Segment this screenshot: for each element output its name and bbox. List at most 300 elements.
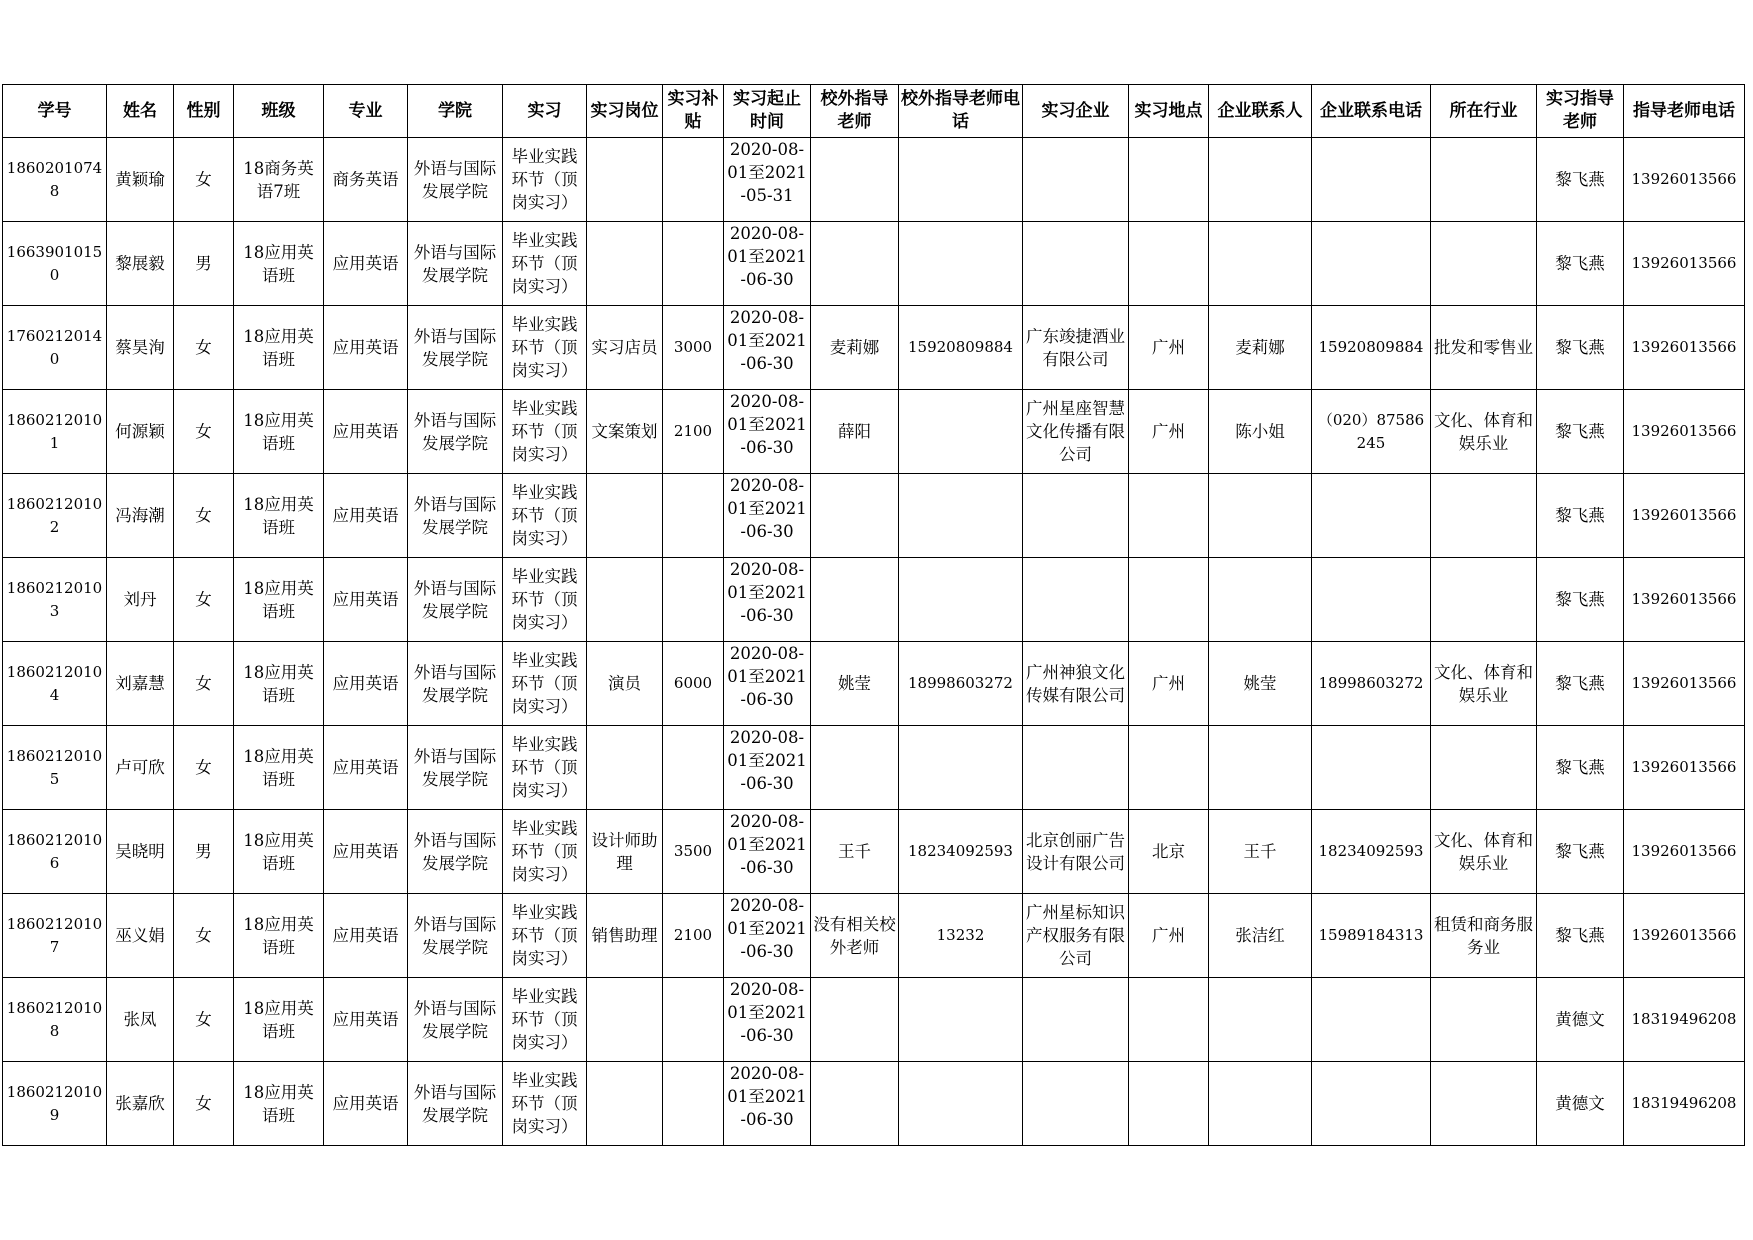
cell-location [1129,1062,1209,1146]
cell-text: 黎飞燕 [1555,506,1605,525]
cell-text: 演员 [608,674,641,693]
cell-text: 女 [195,422,212,441]
cell-position [587,894,663,978]
cell-company [1023,138,1129,222]
cell-text: 文化、体育和娱乐业 [1434,830,1533,873]
cell-text: 外语与国际发展学院 [413,830,497,873]
cell-text: 应用英语 [332,842,399,861]
cell-major [324,390,408,474]
cell-contact [1209,978,1312,1062]
cell-text: 蔡昊洵 [115,338,165,357]
cell-internship [503,306,587,390]
cell-text: 13926013566 [1631,338,1737,356]
cell-position [587,1062,663,1146]
cell-text: 黎展毅 [115,254,165,273]
cell-text: 毕业实践环节（顶岗实习） [511,315,578,380]
cell-text: 外语与国际发展学院 [413,662,497,705]
cell-ext-tutor-phone [899,558,1023,642]
cell-contact-phone [1312,978,1431,1062]
cell-company [1023,222,1129,306]
cell-ext-tutor-phone [899,894,1023,978]
cell-position [587,474,663,558]
cell-text: 15920809884 [1318,338,1424,356]
cell-text: 姚莹 [1243,674,1277,693]
cell-ext-tutor [811,726,899,810]
cell-text: 2100 [673,926,713,944]
cell-tutor [1537,894,1624,978]
cell-company [1023,810,1129,894]
cell-internship [503,1062,587,1146]
cell-gender [174,894,234,978]
cell-text: 卢可欣 [115,758,165,777]
cell-id [3,642,107,726]
cell-text: 何源颖 [115,422,165,441]
cell-subsidy [663,558,724,642]
cell-text: 18应用英语班 [243,410,314,453]
cell-text: 应用英语 [332,506,399,525]
cell-gender [174,390,234,474]
cell-text: 租赁和商务服务业 [1434,914,1533,957]
cell-industry [1431,810,1537,894]
cell-ext-tutor [811,474,899,558]
cell-text: 女 [195,590,212,609]
cell-period [724,810,811,894]
cell-text: 18998603272 [908,674,1013,692]
cell-name [107,222,174,306]
cell-major [324,306,408,390]
cell-college [408,726,503,810]
cell-text: 黄德文 [1555,1010,1605,1029]
column-header-period: 实习起止时间 [724,85,811,138]
cell-text: 巫义娟 [115,926,165,945]
cell-text: 18应用英语班 [243,998,314,1041]
cell-position [587,390,663,474]
cell-text: 18应用英语班 [243,326,314,369]
cell-name [107,390,174,474]
cell-contact-phone [1312,642,1431,726]
cell-text: 2020-08-01至2021-06-30 [727,728,807,793]
cell-major [324,558,408,642]
cell-name [107,1062,174,1146]
cell-industry [1431,558,1537,642]
cell-text: 黎飞燕 [1555,842,1605,861]
cell-college [408,474,503,558]
cell-period [724,726,811,810]
cell-industry [1431,642,1537,726]
cell-text: 张凤 [123,1010,157,1029]
cell-internship [503,978,587,1062]
column-header-college: 学院 [408,85,503,138]
table-row [3,726,1745,810]
cell-period [724,642,811,726]
cell-position [587,978,663,1062]
cell-text: 商务英语 [332,170,399,189]
cell-text: 文化、体育和娱乐业 [1434,410,1533,453]
cell-industry [1431,474,1537,558]
cell-text: 18602120109 [6,1082,103,1124]
cell-text: 18998603272 [1318,674,1424,692]
cell-industry [1431,894,1537,978]
cell-text: 文化、体育和娱乐业 [1434,662,1533,705]
table-row [3,978,1745,1062]
cell-text: 18234092593 [908,842,1013,860]
cell-text: 黎飞燕 [1555,254,1605,273]
cell-text: 批发和零售业 [1434,338,1533,357]
cell-text: 广州神狼文化传媒有限公司 [1026,662,1125,705]
cell-text: 2100 [673,422,713,440]
cell-text: 外语与国际发展学院 [413,242,497,285]
cell-text: 18602120106 [6,830,103,872]
cell-text: 15920809884 [908,338,1013,356]
table-row [3,390,1745,474]
cell-major [324,474,408,558]
cell-text: 毕业实践环节（顶岗实习） [511,651,578,716]
cell-text: 应用英语 [332,1094,399,1113]
cell-internship [503,474,587,558]
cell-id [3,138,107,222]
cell-text: 黎飞燕 [1555,338,1605,357]
cell-text: 应用英语 [332,338,399,357]
cell-ext-tutor [811,138,899,222]
cell-college [408,978,503,1062]
cell-id [3,306,107,390]
cell-contact-phone [1312,558,1431,642]
cell-tutor-phone [1624,474,1745,558]
table-header-row [3,85,1745,138]
cell-text: 13926013566 [1631,758,1737,776]
cell-industry [1431,390,1537,474]
cell-tutor [1537,810,1624,894]
cell-text: 设计师助理 [591,830,658,873]
cell-contact-phone [1312,138,1431,222]
column-header-industry: 所在行业 [1431,85,1537,138]
cell-id [3,726,107,810]
cell-text: 黎飞燕 [1555,674,1605,693]
cell-contact-phone [1312,810,1431,894]
cell-company [1023,642,1129,726]
cell-tutor-phone [1624,1062,1745,1146]
cell-text: 13926013566 [1631,842,1737,860]
cell-location [1129,726,1209,810]
cell-subsidy [663,390,724,474]
cell-text: 13926013566 [1631,506,1737,524]
cell-text: 2020-08-01至2021-06-30 [727,560,807,625]
cell-period [724,306,811,390]
cell-text: 黎飞燕 [1555,170,1605,189]
cell-text: 毕业实践环节（顶岗实习） [511,1071,578,1136]
cell-gender [174,1062,234,1146]
cell-internship [503,642,587,726]
cell-text: 刘嘉慧 [115,674,165,693]
cell-contact [1209,894,1312,978]
cell-text: 刘丹 [123,590,157,609]
cell-ext-tutor-phone [899,1062,1023,1146]
cell-contact-phone [1312,306,1431,390]
cell-tutor-phone [1624,642,1745,726]
cell-company [1023,894,1129,978]
cell-text: 应用英语 [332,254,399,273]
cell-text: 18602120102 [6,494,103,536]
cell-name [107,726,174,810]
cell-tutor [1537,726,1624,810]
cell-text: 18602120107 [6,914,103,956]
column-header-major: 专业 [324,85,408,138]
cell-text: 黄德文 [1555,1094,1605,1113]
cell-tutor [1537,978,1624,1062]
cell-text: 毕业实践环节（顶岗实习） [511,483,578,548]
cell-text: 王千 [1243,842,1277,861]
cell-gender [174,138,234,222]
cell-company [1023,558,1129,642]
cell-text: 13926013566 [1631,674,1737,692]
cell-major [324,810,408,894]
cell-contact [1209,810,1312,894]
cell-text: 18319496208 [1631,1010,1737,1028]
cell-text: 13232 [936,926,985,944]
cell-ext-tutor [811,810,899,894]
cell-internship [503,810,587,894]
cell-text: 应用英语 [332,590,399,609]
column-header-id: 学号 [3,85,107,138]
cell-id [3,222,107,306]
table-body [3,138,1745,1146]
cell-text: 毕业实践环节（顶岗实习） [511,147,578,212]
cell-tutor-phone [1624,726,1745,810]
cell-text: 15989184313 [1318,926,1424,944]
cell-ext-tutor-phone [899,306,1023,390]
table-row [3,306,1745,390]
cell-ext-tutor-phone [899,642,1023,726]
cell-text: 王千 [838,842,871,861]
cell-text: 男 [195,254,212,273]
table-row [3,558,1745,642]
cell-text: 13926013566 [1631,422,1737,440]
cell-text: 黎飞燕 [1555,758,1605,777]
cell-period [724,978,811,1062]
cell-location [1129,474,1209,558]
cell-contact-phone [1312,474,1431,558]
cell-text: 18602120105 [6,746,103,788]
cell-text: 18应用英语班 [243,242,314,285]
cell-gender [174,558,234,642]
cell-contact [1209,474,1312,558]
cell-text: 18602120101 [6,410,103,452]
column-header-tutor: 实习指导老师 [1537,85,1624,138]
cell-gender [174,222,234,306]
cell-position [587,810,663,894]
cell-major [324,642,408,726]
cell-contact [1209,1062,1312,1146]
cell-text: 毕业实践环节（顶岗实习） [511,903,578,968]
cell-text: 广州 [1152,674,1185,693]
cell-text: 18234092593 [1318,842,1424,860]
cell-id [3,474,107,558]
cell-text: 外语与国际发展学院 [413,410,497,453]
cell-position [587,222,663,306]
cell-college [408,222,503,306]
cell-tutor-phone [1624,222,1745,306]
column-header-contact-phone: 企业联系电话 [1312,85,1431,138]
cell-college [408,642,503,726]
cell-internship [503,894,587,978]
cell-text: 女 [195,1010,212,1029]
cell-tutor [1537,390,1624,474]
cell-text: 18商务英语7班 [243,158,314,201]
cell-tutor-phone [1624,810,1745,894]
cell-internship [503,558,587,642]
table-row [3,894,1745,978]
cell-text: 男 [195,842,212,861]
cell-location [1129,810,1209,894]
cell-text: 应用英语 [332,422,399,441]
cell-major [324,894,408,978]
cell-internship [503,390,587,474]
cell-college [408,138,503,222]
cell-ext-tutor-phone [899,726,1023,810]
cell-text: 2020-08-01至2021-06-30 [727,308,807,373]
cell-location [1129,894,1209,978]
table-row [3,474,1745,558]
cell-text: 麦莉娜 [829,338,880,357]
cell-period [724,1062,811,1146]
cell-text: 3500 [673,842,713,860]
cell-company [1023,474,1129,558]
cell-name [107,138,174,222]
cell-tutor-phone [1624,978,1745,1062]
cell-id [3,978,107,1062]
cell-text: 2020-08-01至2021-06-30 [727,980,807,1045]
cell-text: 3000 [673,338,713,356]
cell-text: 广州星标知识产权服务有限公司 [1026,903,1125,968]
cell-text: 17602120140 [6,326,103,368]
cell-text: 18602120108 [6,998,103,1040]
cell-class [234,726,324,810]
cell-text: 16639010150 [6,242,103,284]
cell-contact [1209,642,1312,726]
cell-text: 女 [195,1094,212,1113]
cell-text: 2020-08-01至2021-06-30 [727,644,807,709]
cell-text: 18应用英语班 [243,1082,314,1125]
cell-id [3,558,107,642]
cell-ext-tutor [811,1062,899,1146]
cell-gender [174,474,234,558]
cell-subsidy [663,222,724,306]
cell-text: 18602120103 [6,578,103,620]
cell-text: 2020-08-01至2021-06-30 [727,224,807,289]
cell-text: 黎飞燕 [1555,422,1605,441]
cell-location [1129,642,1209,726]
cell-text: 2020-08-01至2021-06-30 [727,1064,807,1129]
cell-ext-tutor [811,306,899,390]
cell-text: 女 [195,506,212,525]
cell-class [234,474,324,558]
cell-period [724,390,811,474]
cell-subsidy [663,726,724,810]
cell-text: 2020-08-01至2021-06-30 [727,392,807,457]
cell-college [408,894,503,978]
cell-college [408,390,503,474]
cell-industry [1431,306,1537,390]
column-header-ext-tutor: 校外指导老师 [811,85,899,138]
cell-college [408,558,503,642]
cell-tutor [1537,642,1624,726]
table-row [3,810,1745,894]
column-header-internship: 实习 [503,85,587,138]
cell-text: 北京创丽广告设计有限公司 [1026,830,1125,873]
cell-class [234,390,324,474]
cell-text: 广州星座智慧文化传播有限公司 [1026,399,1125,464]
cell-contact-phone [1312,1062,1431,1146]
cell-location [1129,138,1209,222]
cell-text: 18602120104 [6,662,103,704]
cell-ext-tutor-phone [899,222,1023,306]
cell-text: 张嘉欣 [115,1094,165,1113]
cell-tutor [1537,1062,1624,1146]
cell-tutor [1537,558,1624,642]
cell-subsidy [663,978,724,1062]
cell-text: 毕业实践环节（顶岗实习） [511,735,578,800]
table-row [3,642,1745,726]
cell-ext-tutor-phone [899,474,1023,558]
cell-class [234,978,324,1062]
cell-location [1129,558,1209,642]
cell-text: 13926013566 [1631,590,1737,608]
table-row [3,1062,1745,1146]
cell-text: 18应用英语班 [243,746,314,789]
column-header-tutor-phone: 指导老师电话 [1624,85,1745,138]
cell-company [1023,978,1129,1062]
cell-company [1023,1062,1129,1146]
cell-gender [174,306,234,390]
cell-ext-tutor-phone [899,390,1023,474]
cell-text: 18应用英语班 [243,494,314,537]
cell-contact [1209,726,1312,810]
cell-text: 女 [195,674,212,693]
cell-tutor [1537,138,1624,222]
cell-location [1129,390,1209,474]
cell-tutor-phone [1624,390,1745,474]
cell-tutor [1537,474,1624,558]
cell-ext-tutor [811,558,899,642]
cell-tutor-phone [1624,306,1745,390]
cell-contact [1209,138,1312,222]
cell-company [1023,726,1129,810]
cell-name [107,978,174,1062]
cell-college [408,810,503,894]
cell-period [724,474,811,558]
cell-name [107,894,174,978]
cell-id [3,390,107,474]
cell-subsidy [663,810,724,894]
internship-table [2,84,1745,1146]
cell-text: （020）87586245 [1317,410,1425,452]
cell-text: 陈小姐 [1235,422,1285,441]
cell-major [324,726,408,810]
cell-text: 毕业实践环节（顶岗实习） [511,987,578,1052]
cell-college [408,1062,503,1146]
cell-text: 毕业实践环节（顶岗实习） [511,819,578,884]
cell-text: 张洁红 [1235,926,1285,945]
cell-text: 女 [195,758,212,777]
cell-text: 2020-08-01至2021-06-30 [727,476,807,541]
cell-industry [1431,726,1537,810]
cell-contact-phone [1312,390,1431,474]
cell-text: 外语与国际发展学院 [413,1082,497,1125]
table-row [3,222,1745,306]
cell-text: 18应用英语班 [243,578,314,621]
cell-ext-tutor [811,642,899,726]
cell-text: 外语与国际发展学院 [413,326,497,369]
